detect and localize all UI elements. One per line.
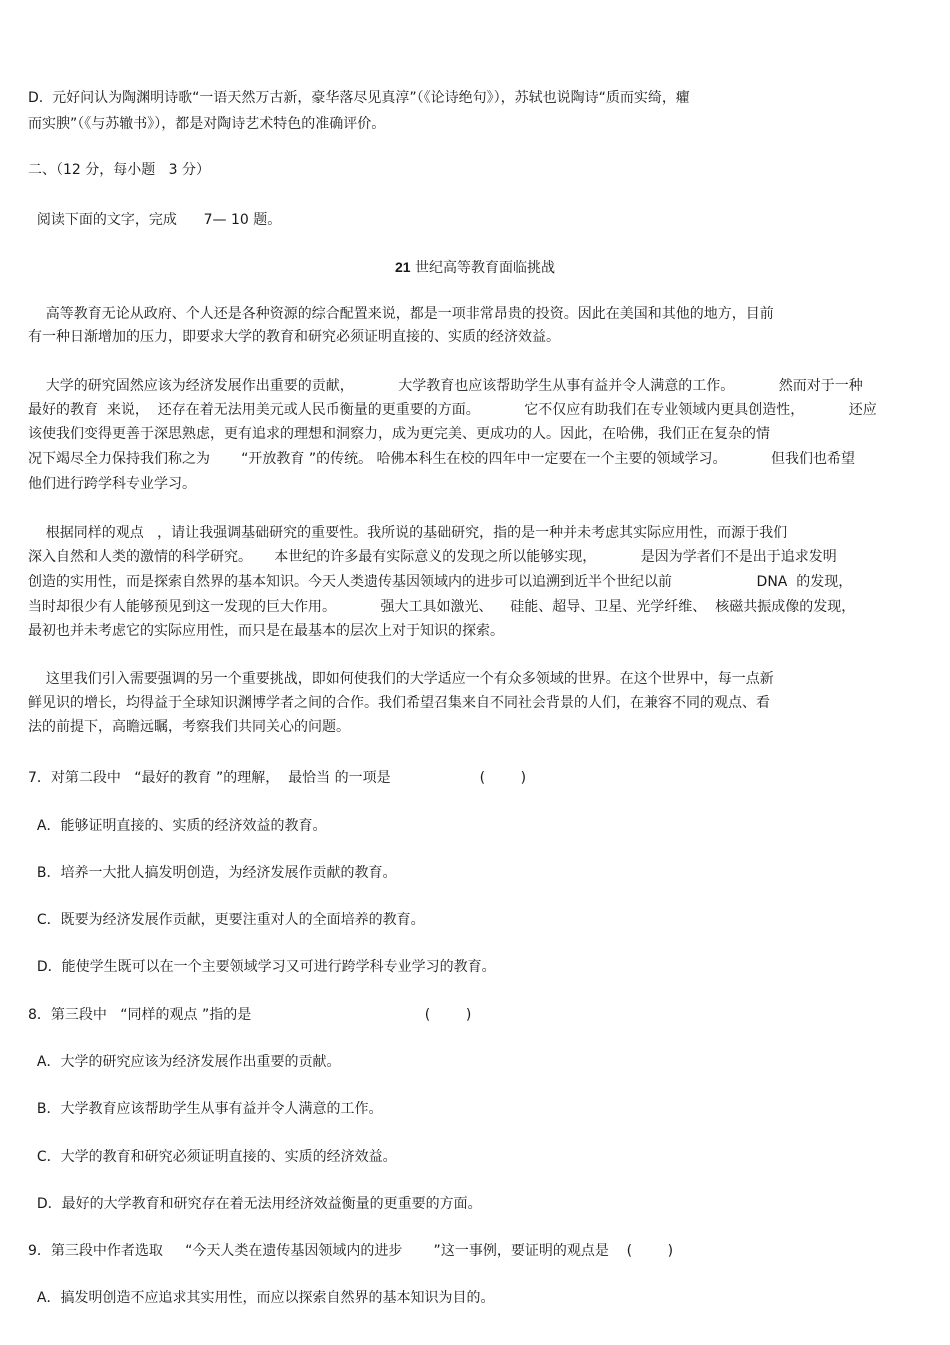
question-option: B．培养一大批人搞发明创造，为经济发展作贡献的教育。 (28, 865, 397, 881)
paragraph-line: 最好的教育 来说， 还存在着无法用美元或人民币衡量的更重要的方面。 它不仅应有助我们在专业领域内更具创造性， 还应 (28, 402, 877, 418)
reading-instruction: 阅读下面的文字，完成 7— 10 题。 (28, 212, 282, 228)
paragraph-line: 深入自然和人类的激情的科学研究。 本世纪的许多最有实际意义的发现之所以能够实现， 是因为学者们不是出于追求发明 (28, 549, 837, 565)
paragraph-line: 根据同样的观点 ，请让我强调基础研究的重要性。我所说的基础研究，指的是一种并未考虑其实际应用性，而源于我们 (28, 525, 788, 541)
section-heading: 二、（12 分，每小题 3 分） (28, 162, 210, 178)
paragraph-line: 大学的研究固然应该为经济发展作出重要的贡献， 大学教育也应该帮助学生从事有益并令人满意的工作。 然而对于一种 (28, 378, 863, 394)
paragraph-line: 高等教育无论从政府、个人还是各种资源的综合配置来说，都是一项非常昂贵的投资。因此在美国和其他的地方，目前 (28, 306, 774, 322)
question-stem: 8．第三段中 “同样的观点 ”指的是 ( ) (28, 1007, 472, 1023)
article-title-text: 世纪高等教育面临挑战 (410, 260, 556, 276)
question-option: D．能使学生既可以在一个主要领域学习又可进行跨学科专业学习的教育。 (28, 959, 496, 975)
question-stem: 7．对第二段中 “最好的教育 ”的理解， 最恰当 的一项是 ( ) (28, 770, 527, 786)
question-option: A．搞发明创造不应追求其实用性，而应以探索自然界的基本知识为目的。 (28, 1290, 495, 1306)
paragraph-line: 有一种日渐增加的压力，即要求大学的教育和研究必须证明直接的、实质的经济效益。 (28, 329, 560, 345)
question-option: C．既要为经济发展作贡献，更要注重对人的全面培养的教育。 (28, 912, 425, 928)
paragraph-line: 这里我们引入需要强调的另一个重要挑战，即如何使我们的大学适应一个有众多领域的世界。在这个世界中，每一点新 (28, 671, 774, 687)
option-d-line-2: 而实腴”（《与苏辙书》），都是对陶诗艺术特色的准确评价。 (28, 116, 386, 132)
question-option: B．大学教育应该帮助学生从事有益并令人满意的工作。 (28, 1101, 383, 1117)
article-title-number: 21 (394, 259, 411, 275)
question-option: A．大学的研究应该为经济发展作出重要的贡献。 (28, 1054, 341, 1070)
question-option: D．最好的大学教育和研究存在着无法用经济效益衡量的更重要的方面。 (28, 1196, 482, 1212)
option-d-line-1: D. 元好问认为陶渊明诗歌“一语天然万古新，豪华落尽见真淳”（《论诗绝句》），苏轼也说陶诗“质而实绮，癯 (28, 90, 690, 106)
paragraph-line: 当时却很少有人能够预见到这一发现的巨大作用。 强大工具如激光、 硅能、超导、卫星、光学纤维、 核磁共振成像的发现， (28, 599, 856, 615)
paragraph-line: 鲜见识的增长，均得益于全球知识渊博学者之间的合作。我们希望召集来自不同社会背景的人们，在兼容不同的观点、看 (28, 695, 770, 711)
question-option: A．能够证明直接的、实质的经济效益的教育。 (28, 818, 327, 834)
question-stem: 9．第三段中作者选取 “今天人类在遗传基因领域内的进步 ”这一事例，要证明的观点是 ( ) (28, 1243, 674, 1259)
paragraph-line: 法的前提下，高瞻远瞩，考察我们共同关心的问题。 (28, 719, 350, 735)
paragraph-line: 最初也并未考虑它的实际应用性，而只是在最基本的层次上对于知识的探索。 (28, 623, 504, 639)
question-option: C．大学的教育和研究必须证明直接的、实质的经济效益。 (28, 1149, 397, 1165)
paragraph-line: 创造的实用性，而是探索自然界的基本知识。今天人类遗传基因领域内的进步可以追溯到近半个世纪以前 DNA 的发现， (28, 574, 853, 590)
paragraph-line: 该使我们变得更善于深思熟虑，更有追求的理想和洞察力，成为更完美、更成功的人。因此，在哈佛，我们正在复杂的情 (28, 426, 770, 442)
paragraph-line: 况下竭尽全力保持我们称之为 “开放教育 ”的传统。 哈佛本科生在校的四年中一定要在一个主要的领域学习。 但我们也希望 (28, 451, 856, 467)
paragraph-line: 他们进行跨学科专业学习。 (28, 476, 196, 492)
article-title (0, 257, 950, 278)
